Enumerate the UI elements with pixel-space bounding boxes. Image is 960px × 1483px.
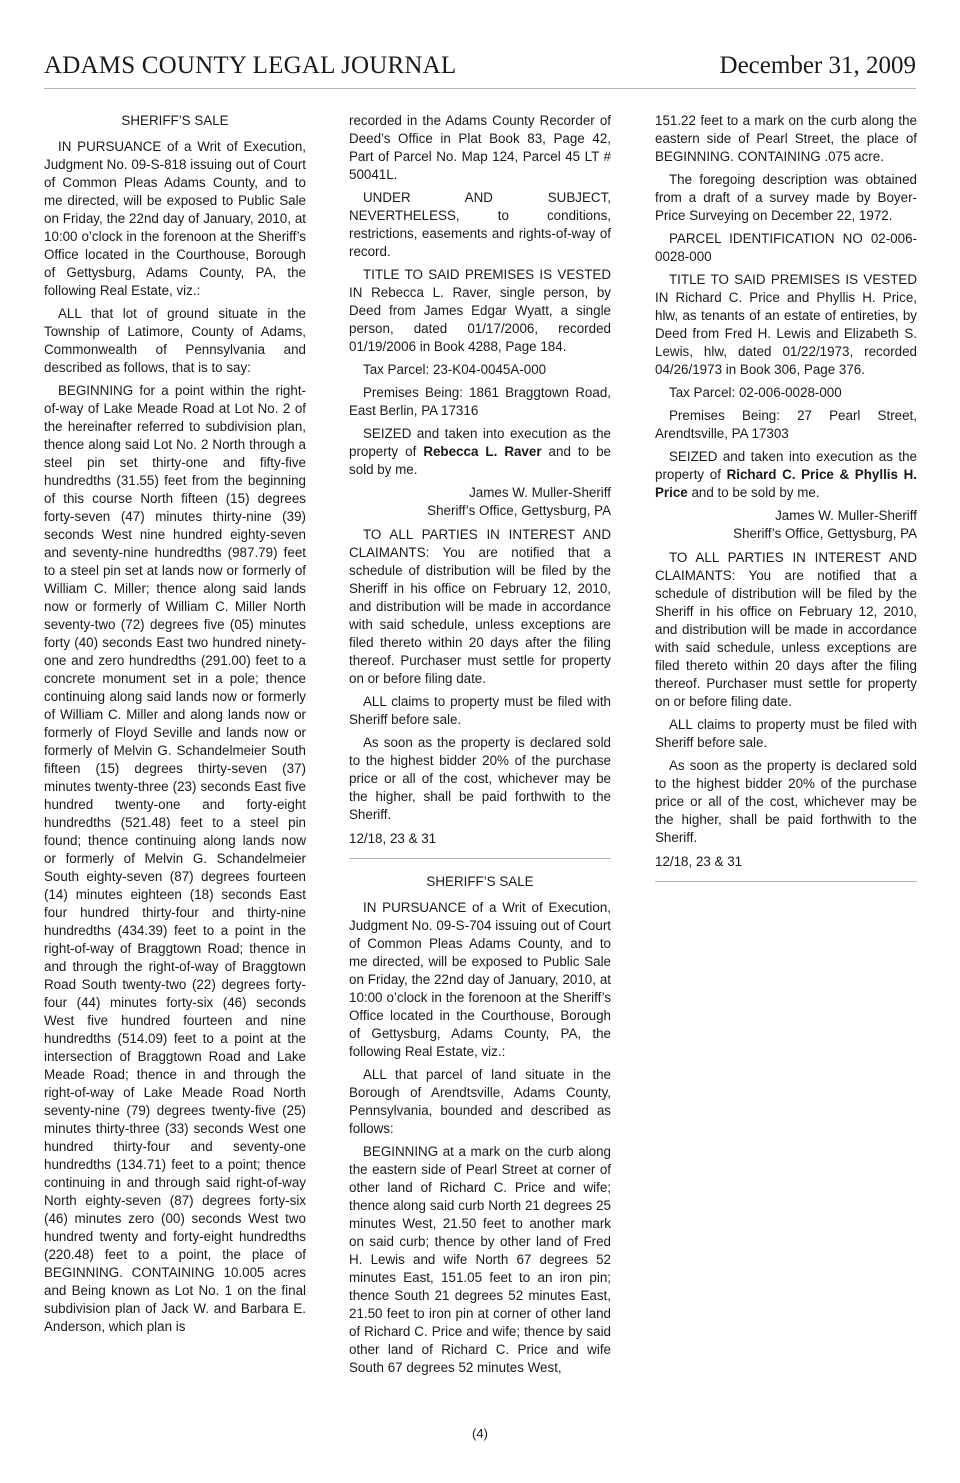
sale-2-beginning-continued: 151.22 feet to a mark on the curb along the eastern side of Pearl Street, the place of BEGINNING. CONTAINING .075 acre.: [655, 113, 917, 164]
issue-date: December 31, 2009: [719, 52, 916, 79]
page-header: [44, 52, 916, 89]
sale-1-lot-description: ALL that lot of ground situate in the Township of Latimore, County of Adams, Commonwealth of Pennsylvania and described as follows, that is to say:: [44, 306, 306, 375]
sale-1-tax-parcel: Tax Parcel: 23-K04-0045A-000: [363, 362, 547, 377]
sale-1-notice: TO ALL PARTIES IN INTEREST AND CLAIMANTS: You are notified that a schedule of distribution will be filed by the Sheriff in his office on February 12, 2010, and distribution will be made in accordance with said schedule, unless exceptions are filed thereto within 20 days after the filing thereof. Purchaser must settle for property on or before filing date.: [349, 527, 611, 686]
sale-1-beginning: BEGINNING for a point within the right-of-way of Lake Meade Road at Lot No. 2 of the hereinafter referred to subdivision plan, thence along said Lot No. 2 North through a steel pin set thirty-one and fifty-five hundredths (31.55) feet from the beginning of this course North fifteen (15) degrees forty-seven (47) minutes thirty-nine (39) seconds West nine hundred eighty-seven and seventy-nine hundredths (987.79) feet to a steel pin set at lands now or formerly of William C. Miller; thence along said lands now or formerly of William C. Miller North seventy-two (72) degrees five (05) minutes forty (40) seconds East two hundred ninety-one and zero hundredths (291.00) feet to a concrete monument set in a pole; thence continuing along said lands now or formerly of William C. Miller and along lands now or formerly of Floyd Seville and lands now or formerly of Melvin G. Schandelmeier South fifteen (15) degrees thirty-seven (37) minutes twenty-three (23) seconds East five hundred twenty-one and forty-eight hundredths (521.48) feet to a steel pin found; thence continuing along lands now or formerly of Melvin G. Schandelmeier South eighty-seven (87) degrees fourteen (14) minutes eighteen (18) seconds East four hundred thirty-four and thirty-nine hundredths (434.39) feet to a point in the right-of-way of Braggtown Road; thence in and through the right-of-way of Braggtown Road South twenty-two (22) degrees forty-four (44) minutes forty-six (46) seconds West five hundred fourteen and nine hundredths (514.09) feet to a point at the intersection of Braggtown Road and Lake Meade Road; thence in and through the right-of-way of Lake Meade Road North seventy-nine (79) degrees twenty-five (25) minutes thirty-three (33) seconds West one hundred thirty-four and seventy-one hundredths (134.71) feet to a point; thence continuing in and through said right-of-way North eighty-seven (87) degrees forty-six (46) minutes zero (00) seconds West two hundred twenty and forty-eight hundredths (220.48) feet to a point, the place of BEGINNING. CONTAINING 10.005 acres and Being known as Lot No. 1 on the final subdivision plan of Jack W. and Barbara E. Anderson, which plan is: [44, 383, 306, 1334]
sale-2-premises: Premises Being: 27 Pearl Street, Arendtsville, PA 17303: [655, 408, 917, 441]
sale-1-title-vested: TITLE TO SAID PREMISES IS VESTED IN Rebecca L. Raver, single person, by Deed from James Edgar Wyatt, a single person, dated 01/17/2006, recorded 01/19/2006 in Book 4288, Page 184.: [349, 267, 611, 354]
sale-1-sheriff-office: Sheriff’s Office, Gettysburg, PA: [427, 503, 611, 518]
column-2: [349, 112, 611, 1382]
sale-1-pursuance: IN PURSUANCE of a Writ of Execution, Judgment No. 09-S-818 issuing out of Court of Common Pleas Adams County, and to me directed, will be exposed to Public Sale on Friday, the 22nd day of January, 2010, at 10:00 o’clock in the forenoon at the Sheriff’s Office located in the Courthouse, Borough of Gettysburg, Adams County, PA, the following Real Estate, viz.:: [44, 139, 306, 298]
sale-1-premises: Premises Being: 1861 Braggtown Road, East Berlin, PA 17316: [349, 385, 611, 418]
sale-1-sheriff-name: James W. Muller-Sheriff: [469, 485, 611, 500]
sale-1-seized-prefix: SEIZED and taken into execution as the property of: [349, 426, 611, 459]
sale-1-title: SHERIFF’S SALE: [121, 113, 229, 128]
sale-2-pursuance: IN PURSUANCE of a Writ of Execution, Judgment No. 09-S-704 issuing out of Court of Common Pleas Adams County, and to me directed, will be exposed to Public Sale on Friday, the 22nd day of January, 2010, at 10:00 o’clock in the forenoon at the Sheriff’s Office located in the Courthouse, Borough of Gettysburg, Adams County, PA, the following Real Estate, viz.:: [349, 900, 611, 1059]
sale-2-sheriff-office: Sheriff’s Office, Gettysburg, PA: [733, 526, 917, 541]
sale-2-claims: ALL claims to property must be filed with Sheriff before sale.: [655, 717, 917, 750]
divider: [655, 881, 917, 882]
sale-1-owner-name: Rebecca L. Raver: [423, 444, 542, 459]
publication-title: ADAMS COUNTY LEGAL JOURNAL: [44, 52, 457, 79]
sale-2-survey: The foregoing description was obtained from a draft of a survey made by Boyer-Price Surveying on December 22, 1972.: [655, 172, 917, 223]
sale-2-sheriff-name: James W. Muller-Sheriff: [775, 508, 917, 523]
sale-2-owner-name: Richard C. Price & Phyllis H. Price: [655, 467, 917, 500]
sale-1-seized-suffix: and to be sold by me.: [349, 444, 611, 477]
sale-2-notice: TO ALL PARTIES IN INTEREST AND CLAIMANTS: You are notified that a schedule of distribution will be filed by the Sheriff in his office on February 12, 2010, and distribution will be made in accordance with said schedule, unless exceptions are filed thereto within 20 days after the filing thereof. Purchaser must settle for property on or before filing date.: [655, 550, 917, 709]
sale-1-seized: [349, 425, 611, 479]
sale-2-title-vested: TITLE TO SAID PREMISES IS VESTED IN Richard C. Price and Phyllis H. Price, hlw, as tenants of an estate of entireties, by Deed from Fred H. Lewis and Elizabeth S. Lewis, hlw, dated 01/22/1973, recorded 04/26/1973 in Book 306, Page 376.: [655, 272, 917, 377]
sale-2-beginning: BEGINNING at a mark on the curb along the eastern side of Pearl Street at corner of other land of Richard C. Price and wife; thence along said curb North 21 degrees 25 minutes West, 21.50 feet to another mark on said curb; thence by other land of Fred H. Lewis and wife North 67 degrees 52 minutes East, 151.05 feet to an iron pin; thence South 21 degrees 52 minutes East, 21.50 feet to iron pin at corner of other land of Richard C. Price and wife; thence by said other land of Richard C. Price and wife South 67 degrees 52 minutes West,: [349, 1144, 611, 1375]
divider: [349, 858, 611, 859]
sale-1-bidder: As soon as the property is declared sold to the highest bidder 20% of the purchase price or all of the cost, whichever may be the higher, shall be paid forthwith to the Sheriff.: [349, 735, 611, 822]
sale-2-dates: 12/18, 23 & 31: [655, 854, 743, 869]
column-3: [655, 112, 917, 896]
sale-1-subject-to: UNDER AND SUBJECT, NEVERTHELESS, to conditions, restrictions, easements and rights-of-way of record.: [349, 190, 611, 259]
sale-2-seized-prefix: SEIZED and taken into execution as the property of: [655, 449, 917, 482]
sale-2-title: SHERIFF’S SALE: [426, 874, 534, 889]
sale-2-tax-parcel: Tax Parcel: 02-006-0028-000: [669, 385, 842, 400]
sale-1-claims: ALL claims to property must be filed with Sheriff before sale.: [349, 694, 611, 727]
sale-1-beginning-continued: recorded in the Adams County Recorder of Deed’s Office in Plat Book 83, Page 42, Part of Parcel No. Map 124, Parcel 45 LT # 50041L.: [349, 113, 611, 182]
sale-2-seized-suffix: and to be sold by me.: [687, 485, 820, 500]
sale-2-bidder: As soon as the property is declared sold to the highest bidder 20% of the purchase price or all of the cost, whichever may be the higher, shall be paid forthwith to the Sheriff.: [655, 758, 917, 845]
sale-2-seized: [655, 448, 917, 502]
sale-1-dates: 12/18, 23 & 31: [349, 831, 437, 846]
sale-2-parcel-description: ALL that parcel of land situate in the Borough of Arendtsville, Adams County, Pennsylvania, bounded and described as follows:: [349, 1067, 611, 1136]
column-1: [44, 112, 306, 1341]
page-number: (4): [472, 1426, 488, 1441]
sale-2-parcel-id: PARCEL IDENTIFICATION NO 02-006-0028-000: [655, 231, 917, 264]
